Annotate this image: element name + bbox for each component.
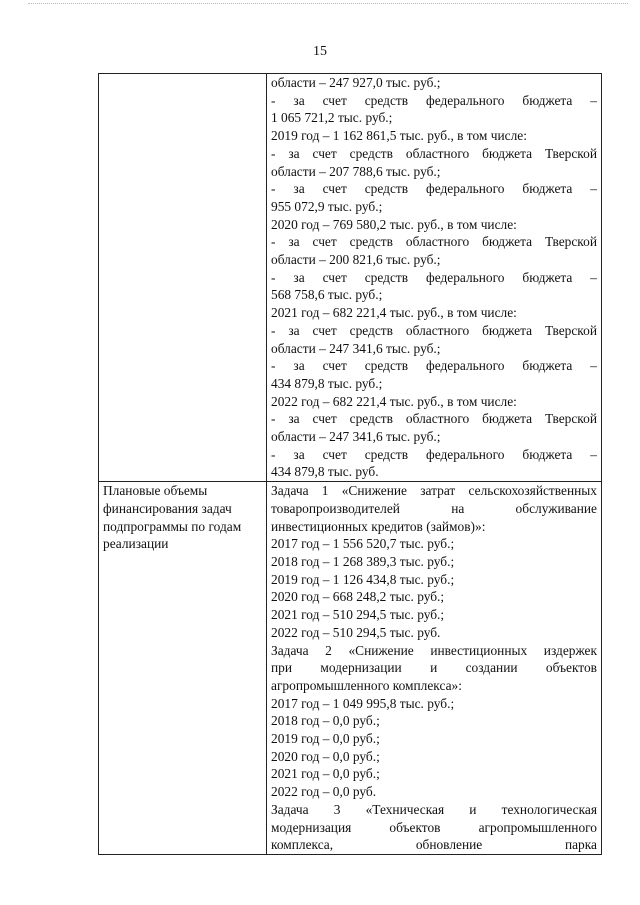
text-line: 2018 год – 1 268 389,3 тыс. руб.; [271,553,455,569]
text-line: 2017 год – 1 556 520,7 тыс. руб.; [271,536,455,552]
text-line: области – 200 821,6 тыс. руб.; [271,252,441,268]
text-line: области – 247 341,6 тыс. руб.; [271,340,441,356]
text-line: 955 072,9 тыс. руб.; [271,198,383,214]
financing-by-year-cell [267,74,602,482]
row-label-line: Плановые объемы [103,483,208,499]
row-label-line: реализации [103,536,169,552]
text-line: товаропроизводителей на обслуживание [271,500,597,516]
passport-table [98,73,602,855]
text-line: области – 247 927,0 тыс. руб.; [271,75,441,90]
text-line: агропромышленного комплекса»: [271,677,462,693]
text-line: - за счет средств федерального бюджета – [271,269,597,285]
text-line: - за счет средств областного бюджета Тверской [271,411,597,427]
text-line: - за счет средств федерального бюджета – [271,446,597,462]
text-line: - за счет средств областного бюджета Тверской [271,234,597,250]
text-line: 2020 год – 769 580,2 тыс. руб., в том числе: [271,216,517,232]
text-line: Задача 1 «Снижение затрат сельскохозяйственных [271,483,597,499]
text-line: - за счет средств федерального бюджета – [271,92,597,108]
text-line: области – 207 788,6 тыс. руб.; [271,163,441,179]
text-line: инвестиционных кредитов (займов)»: [271,518,486,534]
text-line: Задача 3 «Техническая и технологическая [271,801,597,817]
text-line: 2018 год – 0,0 руб.; [271,713,380,729]
text-line: комплекса, обновление парка [271,837,597,853]
text-line: 2020 год – 0,0 руб.; [271,748,380,764]
text-line: - за счет средств областного бюджета Тверской [271,145,597,161]
table-row [99,74,602,482]
scan-artifact-line [28,3,628,4]
text-line: 2019 год – 1 126 434,8 тыс. руб.; [271,571,455,587]
text-line: 2021 год – 0,0 руб.; [271,766,380,782]
text-line: при модернизации и создании объектов [271,660,597,676]
text-line: 2022 год – 510 294,5 тыс. руб. [271,624,441,640]
text-line: модернизация объектов агропромышленного [271,819,597,835]
text-line: 2017 год – 1 049 995,8 тыс. руб.; [271,695,455,711]
text-line: 2022 год – 682 221,4 тыс. руб., в том числе: [271,393,517,409]
text-line: 434 879,8 тыс. руб.; [271,375,383,391]
text-line: 2020 год – 668 248,2 тыс. руб.; [271,589,445,605]
text-line: 2019 год – 1 162 861,5 тыс. руб., в том числе: [271,128,527,144]
financing-by-task-cell [267,482,602,855]
text-line: 2021 год – 682 221,4 тыс. руб., в том числе: [271,305,517,321]
text-line: 568 758,6 тыс. руб.; [271,287,383,303]
row-label-cell [99,74,267,482]
table-row [99,482,602,855]
text-line: 2019 год – 0,0 руб.; [271,731,380,747]
row-label-line: финансирования задач [103,500,232,516]
text-line: области – 247 341,6 тыс. руб.; [271,429,441,445]
text-line: 2021 год – 510 294,5 тыс. руб.; [271,607,445,623]
text-line: 1 065 721,2 тыс. руб.; [271,110,393,126]
row-label-cell [99,482,267,855]
row-label-line: подпрограммы по годам [103,518,242,534]
text-line: 2022 год – 0,0 руб. [271,784,377,800]
page-number: 15 [313,44,327,59]
text-line: Задача 2 «Снижение инвестиционных издержек [271,642,597,658]
text-line: - за счет средств федерального бюджета – [271,358,597,374]
text-line: - за счет средств федерального бюджета – [271,181,597,197]
text-line: 434 879,8 тыс. руб. [271,464,379,480]
text-line: - за счет средств областного бюджета Тверской [271,322,597,338]
